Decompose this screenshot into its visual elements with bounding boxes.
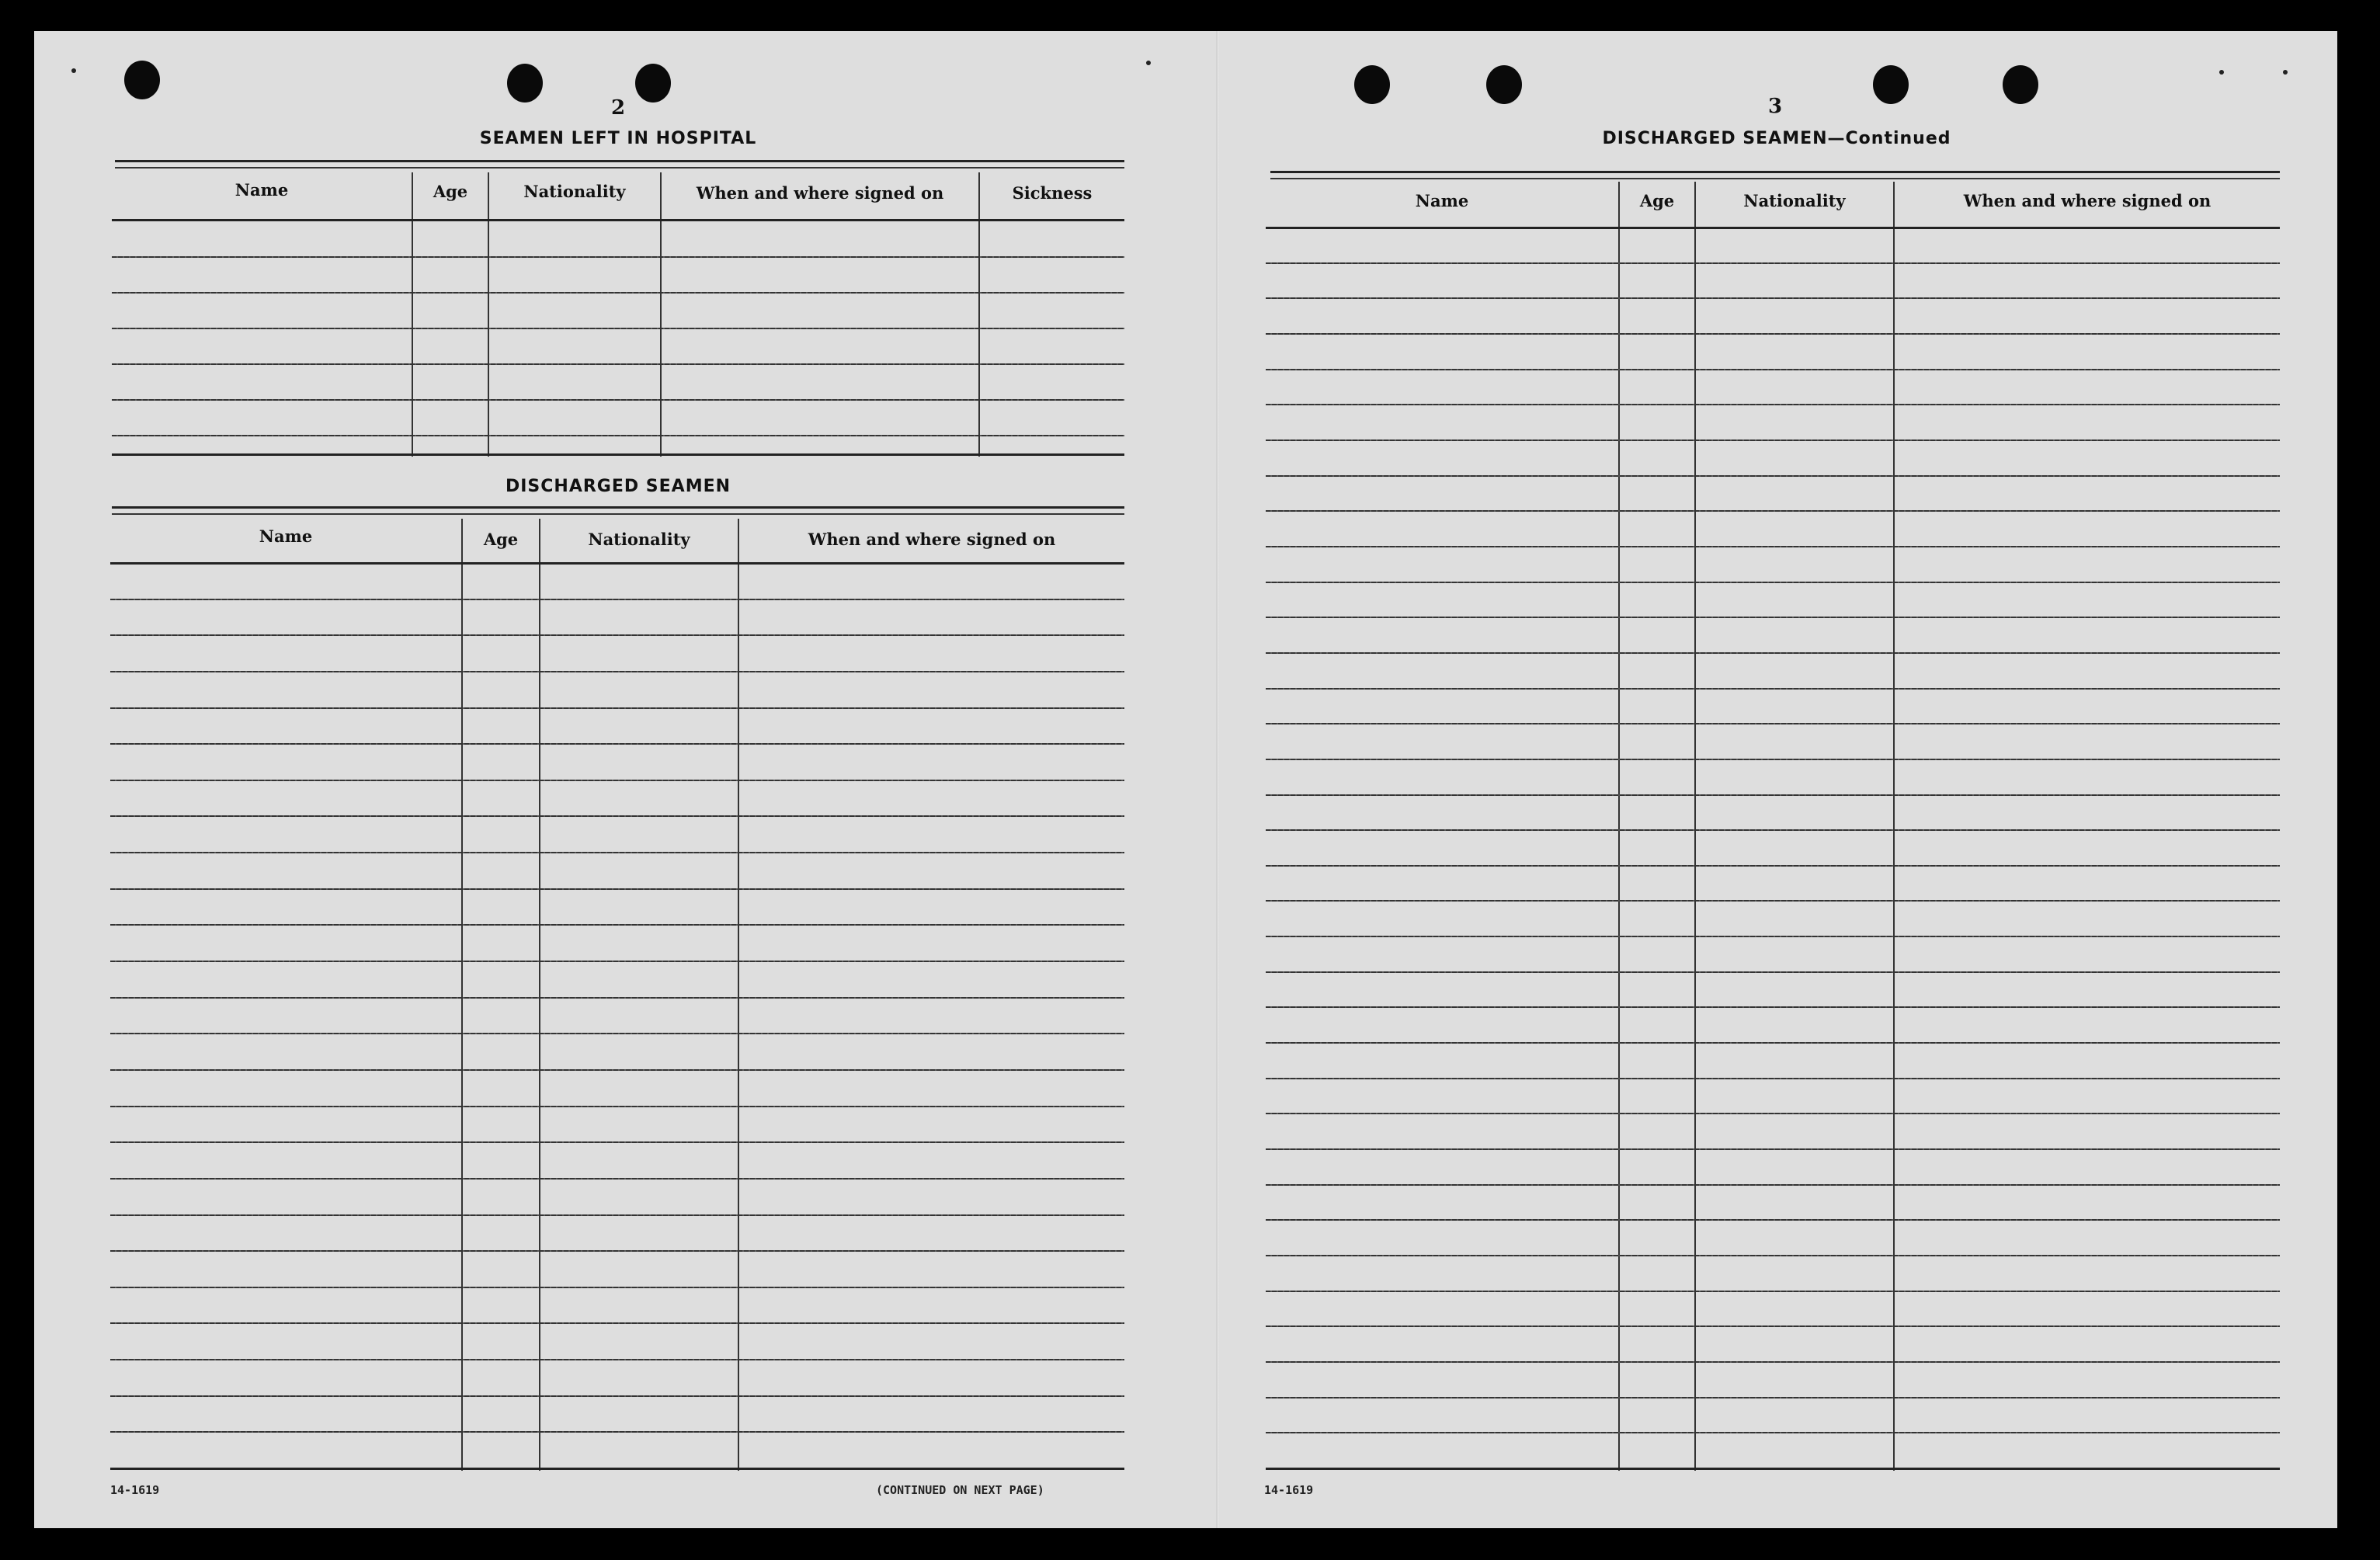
table-row-line	[112, 399, 1124, 401]
column-divider	[738, 519, 739, 1471]
header-underline	[112, 219, 1124, 221]
table-row-line	[110, 1250, 1124, 1252]
column-header-sickness: Sickness	[1012, 183, 1093, 203]
table-row-line	[112, 292, 1124, 294]
table-row-line	[110, 599, 1124, 600]
table-row-line	[1266, 794, 2280, 796]
table-row-line	[1266, 369, 2280, 370]
column-header-signed-on: When and where signed on	[1963, 191, 2211, 210]
table-row-line	[110, 743, 1124, 745]
column-divider	[1694, 182, 1696, 1471]
table-row-line	[110, 888, 1124, 890]
table-row-line	[1266, 1042, 2280, 1044]
double-rule	[112, 506, 1124, 515]
table-row-line	[110, 1141, 1124, 1143]
table-row-line	[110, 780, 1124, 781]
table-row-line	[110, 1214, 1124, 1216]
table-row-line	[112, 328, 1124, 329]
table-row-line	[1266, 510, 2280, 512]
table-row-line	[1266, 546, 2280, 547]
table-row-line	[112, 435, 1124, 436]
section-title-discharged: DISCHARGED SEAMEN	[505, 477, 731, 496]
table-row-line	[1266, 688, 2280, 690]
table-row-line	[1266, 404, 2280, 405]
table-row-line	[1266, 1113, 2280, 1114]
page-fold	[1216, 31, 1219, 1528]
table-row-line	[110, 1069, 1124, 1071]
column-divider	[412, 172, 413, 457]
table-row-line	[110, 1468, 1124, 1470]
binder-hole	[124, 61, 160, 99]
table-row-line	[1266, 865, 2280, 867]
column-divider	[488, 172, 489, 457]
table-row-line	[112, 256, 1124, 258]
table-row-line	[1266, 900, 2280, 902]
column-header-nationality: Nationality	[588, 530, 690, 549]
header-underline	[1266, 227, 2280, 229]
column-header-nationality: Nationality	[523, 182, 626, 201]
table-row-line	[110, 707, 1124, 709]
table-row-line	[1266, 1006, 2280, 1008]
discharged-continued-table	[1266, 182, 2280, 1471]
column-divider	[539, 519, 540, 1471]
page-number: 2	[610, 96, 626, 120]
table-row-line	[110, 1178, 1124, 1180]
table-row-line	[1266, 582, 2280, 583]
table-row-line	[1266, 1255, 2280, 1256]
column-header-age: Age	[483, 530, 519, 549]
table-row-line	[1266, 759, 2280, 760]
table-row-line	[110, 1359, 1124, 1360]
table-row-line	[1266, 936, 2280, 937]
table-row-line	[110, 671, 1124, 672]
table-row-line	[110, 634, 1124, 636]
table-row-line	[1266, 1432, 2280, 1433]
table-row-line	[1266, 829, 2280, 831]
binder-hole	[1486, 65, 1522, 104]
table-row-line	[110, 1322, 1124, 1324]
form-number: 14-1619	[110, 1483, 160, 1497]
table-row-line	[1266, 652, 2280, 654]
table-row-line	[1266, 1325, 2280, 1327]
double-rule	[115, 160, 1124, 169]
table-row-line	[1266, 1184, 2280, 1186]
speck	[71, 68, 76, 73]
table-row-line	[1266, 723, 2280, 724]
column-header-name: Name	[1415, 191, 1469, 210]
table-bottom-line	[112, 453, 1124, 456]
table-row-line	[110, 1033, 1124, 1034]
column-divider	[1618, 182, 1620, 1471]
table-row-line	[110, 852, 1124, 853]
column-header-name: Name	[259, 526, 313, 546]
table-row-line	[110, 1287, 1124, 1288]
table-row-line	[1266, 1219, 2280, 1221]
speck	[2283, 70, 2288, 75]
page-number: 3	[1767, 95, 1783, 118]
double-rule	[1270, 171, 2280, 179]
table-row-line	[1266, 440, 2280, 441]
table-row-line	[110, 961, 1124, 962]
table-row-line	[1266, 1361, 2280, 1363]
discharged-table	[110, 519, 1124, 1471]
column-header-nationality: Nationality	[1743, 191, 1846, 210]
table-row-line	[110, 1106, 1124, 1107]
table-row-line	[1266, 1148, 2280, 1150]
column-divider	[978, 172, 980, 457]
table-row-line	[1266, 617, 2280, 618]
table-row-line	[110, 815, 1124, 817]
form-number: 14-1619	[1264, 1483, 1314, 1497]
column-header-age: Age	[433, 182, 468, 201]
table-row-line	[110, 1431, 1124, 1433]
section-title-hospital: SEAMEN LEFT IN HOSPITAL	[479, 129, 757, 148]
table-row-line	[1266, 297, 2280, 299]
table-row-line	[1266, 971, 2280, 973]
hospital-table	[112, 172, 1124, 457]
column-header-signed-on: When and where signed on	[696, 183, 944, 203]
column-header-name: Name	[235, 180, 289, 200]
table-row-line	[1266, 333, 2280, 335]
binder-hole	[1354, 65, 1390, 104]
column-divider	[660, 172, 662, 457]
table-row-line	[1266, 1291, 2280, 1292]
table-row-line	[110, 997, 1124, 999]
table-row-line	[110, 924, 1124, 926]
column-header-age: Age	[1639, 191, 1675, 210]
table-row-line	[1266, 1468, 2280, 1470]
table-row-line	[112, 363, 1124, 365]
table-row-line	[1266, 1397, 2280, 1398]
column-divider	[1893, 182, 1895, 1471]
table-row-line	[1266, 1078, 2280, 1079]
table-row-line	[110, 1395, 1124, 1397]
header-underline	[110, 562, 1124, 565]
binder-hole	[2003, 65, 2038, 104]
speck	[2219, 70, 2224, 75]
continued-note: (CONTINUED ON NEXT PAGE)	[876, 1483, 1044, 1497]
binder-hole	[507, 64, 543, 102]
column-divider	[461, 519, 463, 1471]
column-header-signed-on: When and where signed on	[808, 530, 1056, 549]
speck	[1146, 61, 1151, 65]
binder-hole	[1873, 65, 1909, 104]
section-title-discharged-continued: DISCHARGED SEAMEN—Continued	[1602, 129, 1951, 148]
table-row-line	[1266, 262, 2280, 264]
table-row-line	[1266, 475, 2280, 477]
